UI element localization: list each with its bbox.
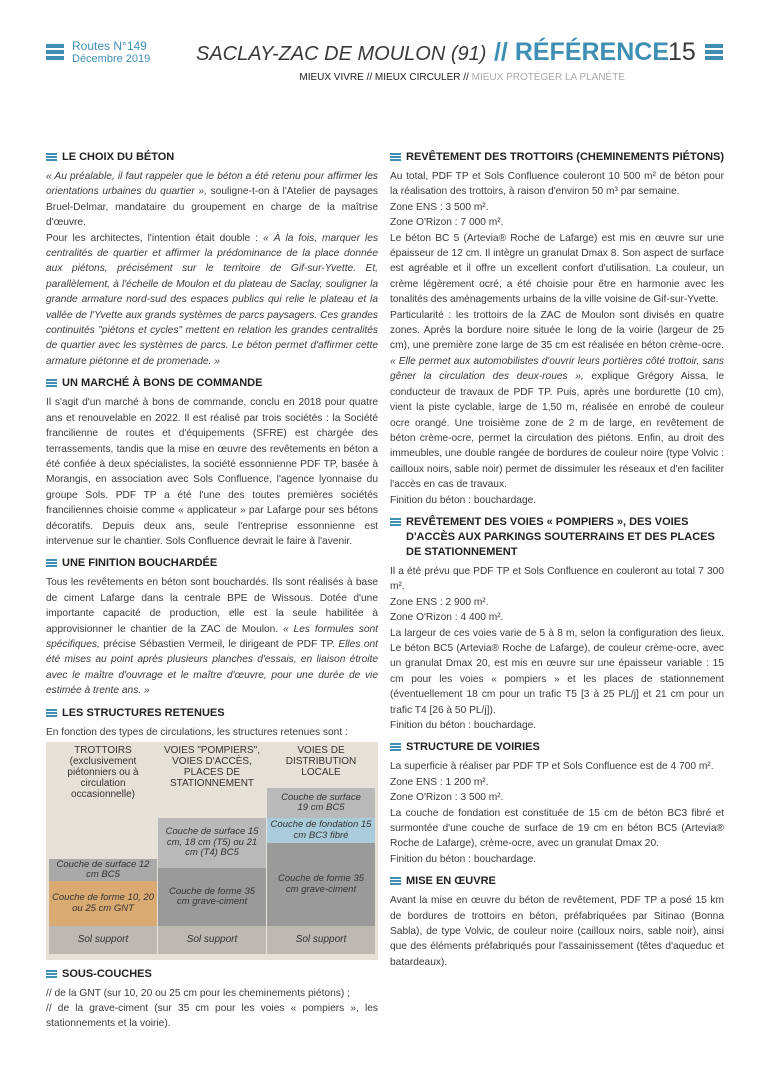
paragraph: Zone ENS : 2 900 m². xyxy=(390,596,489,608)
stripes-icon xyxy=(705,44,723,62)
section-heading: LES STRUCTURES RETENUES xyxy=(46,706,378,721)
paragraph: Pour les architectes, l'intention était double : « À la fois, marquer les centralités de quartier et affirmer la prédominance de la place donnée aux piétons, précisément sur le territoire de Gif-sur-Yvette. Et, parallèlement, à l'échelle de Moulon et du plateau de Saclay, souligner la grande armature nord-sud des espaces publics qui relie le plateau et la vallée de l'Yvette aux grands systèmes de parcs paysagers. Ces grandes continuités "piétons et cycles" mettent en relation les grandes centralités de quartier avec les systèmes de parcs. Le béton permet d'affirmer cette armature piétonne et de promenade. » xyxy=(46,232,378,367)
square-bullet-icon xyxy=(46,153,57,162)
section-heading: REVÊTEMENT DES TROTTOIRS (CHEMINEMENTS PIÉTONS) xyxy=(390,150,724,165)
paragraph: La couche de fondation est constituée de 15 cm de béton BC3 fibré et surmontée d'une couche de surface de 19 cm en béton BC5 (Artevia® Roche de Lafarge), crème-ocre, avec un granulat Dmax 20. xyxy=(390,807,724,850)
diagram-column-distribution xyxy=(267,742,375,945)
diagram-column-header: TROTTOIRS (exclusivement piétonniers ou à circulation occasionnelle) xyxy=(67,745,139,800)
layer-forme-grave: Couche de forme 35 cm grave-ciment xyxy=(267,843,375,926)
paragraph: Particularité : les trottoirs de la ZAC de Moulon sont divisés en quatre zones. Après la bordure noire située le long de la voirie (largeur de 25 cm), une première zone large de 35 cm est réalisée en béton crème-ocre. « Elle permet aux automobilistes d'ouvrir leurs portières côté trottoir, sans gêner la circulation des deux-roues », explique Grégory Aissa, le conducteur de travaux de PDF TP. Puis, après une bordurette (10 cm), vient la piste cyclable, large de 1,50 m, réalisée en enrobé de couleur ocre orangé. Une troisième zone de 2 m de large, en revêtement de béton crème-ocre, permet la circulation des piétons. Enfin, au droit des immeubles, une double rangée de bordures de couleur noire (type Volvic : cailloux noirs, sable noir) permet de dissimuler les réseaux et d'en faciliter l'accès en cas de travaux. xyxy=(390,309,725,491)
paragraph: Zone ENS : 1 200 m². xyxy=(390,776,489,788)
paragraph: Finition du béton : bouchardage. xyxy=(390,853,537,865)
paragraph: En fonction des types de circulations, les structures retenues sont : xyxy=(46,726,348,738)
square-bullet-icon xyxy=(46,709,57,718)
diagram-column-header: VOIES "POMPIERS", VOIES D'ACCÈS, PLACES DE STATIONNEMENT xyxy=(163,745,260,789)
paragraph: Le béton BC 5 (Artevia® Roche de Lafarge) est mis en œuvre sur une épaisseur de 12 cm. Il intègre un granulat Dmax 8. Son aspect de surface est agréable et il offre un excellent confort d'utilisation. La couleur, un crème légèrement ocré, a été choisie pour être en harmonie avec les tonalités des aménagements urbains de la ville voisine de Gif-sur-Yvette. xyxy=(390,232,724,306)
left-column xyxy=(46,150,378,1031)
section-heading: UNE FINITION BOUCHARDÉE xyxy=(46,556,378,571)
square-bullet-icon xyxy=(390,877,401,886)
stripes-icon xyxy=(46,44,64,62)
diagram-column-pompiers xyxy=(158,742,266,945)
magazine-info xyxy=(72,40,150,66)
section-title: // RÉFÉRENCE xyxy=(493,38,670,66)
location-title: SACLAY-ZAC DE MOULON (91) xyxy=(196,43,487,65)
layer-sol-support: Sol support xyxy=(158,926,266,954)
subline xyxy=(299,72,625,83)
paragraph: Il a été prévu que PDF TP et Sols Confluence en couleront au total 7 300 m². xyxy=(390,565,724,593)
paragraph: Zone O'Rizon : 4 400 m². xyxy=(390,612,504,624)
right-column xyxy=(390,150,724,970)
list-item: // de la GNT (sur 10, 20 ou 25 cm pour les cheminements piétons) ; xyxy=(46,988,350,999)
square-bullet-icon xyxy=(46,559,57,568)
section-heading: STRUCTURE DE VOIRIES xyxy=(390,740,724,755)
layer-forme-grave: Couche de forme 35 cm grave-ciment xyxy=(158,868,266,926)
section-heading: REVÊTEMENT DES VOIES « POMPIERS », DES VOIES D'ACCÈS AUX PARKINGS SOUTERRAINS ET DES PLACES DE STATIONNEMENT xyxy=(390,515,724,560)
layer-sol-support: Sol support xyxy=(267,926,375,954)
paragraph: Finition du béton : bouchardage. xyxy=(390,494,537,506)
paragraph: Au total, PDF TP et Sols Confluence couleront 10 500 m² de béton pour la réalisation des trottoirs, à raison d'environ 50 m³ par semaine. xyxy=(390,171,724,198)
paragraph: La largeur de ces voies varie de 5 à 8 m, selon la configuration des lieux. Le béton BC5 (Artevia® Roche de Lafarge), de couleur crème-ocre, avec un granulat Dmax 20, est mis en œuvre sur une épaisseur variable : 15 cm pour les voies « pompiers » et les places de stationnement (éventuellement 18 cm pour un trafic T5 [3 à 25 PL/j] et 21 cm pour un trafic T4 [26 à 50 PL/j]). xyxy=(390,627,724,716)
section-heading: UN MARCHÉ À BONS DE COMMANDE xyxy=(46,376,378,391)
page-header xyxy=(0,0,769,100)
diagram-column-trottoirs xyxy=(49,742,157,945)
paragraph: Zone O'Rizon : 7 000 m². xyxy=(390,217,504,229)
layer-forme-gnt: Couche de forme 10, 20 ou 25 cm GNT xyxy=(49,881,157,926)
square-bullet-icon xyxy=(46,970,57,979)
section-heading: LE CHOIX DU BÉTON xyxy=(46,150,378,165)
paragraph: La superficie à réaliser par PDF TP et Sols Confluence est de 4 700 m². xyxy=(390,761,714,773)
square-bullet-icon xyxy=(390,153,401,162)
layer-surface: Couche de surface 12 cm BC5 xyxy=(49,859,157,881)
layer-surface: Couche de surface 19 cm BC5 xyxy=(267,788,375,818)
paragraph: « Au préalable, il faut rappeler que le béton a été retenu pour affirmer les orientations urbaines du quartier », souligne-t-on à l'Atelier de paysages Bruel-Delmar, mandataire du groupement en charge de la maîtrise d'œuvre. xyxy=(46,171,378,229)
issue-date: Décembre 2019 xyxy=(72,53,151,65)
paragraph: Zone O'Rizon : 3 500 m². xyxy=(390,792,504,804)
layer-fondation: Couche de fondation 15 cm BC3 fibré xyxy=(267,818,375,843)
square-bullet-icon xyxy=(390,518,401,527)
layer-sol-support: Sol support xyxy=(49,926,157,954)
paragraph: Avant la mise en œuvre du béton de revêtement, PDF TP a posé 15 km de bordures de trottoirs en béton, préfabriquées par Sitinao (Bonna Sabla), de type Volvic, de couleur noire (cailloux noirs, sable noir), ainsi que des éléments préfabriqués pour l'assainissement (têtes d'aqueduc et batardeaux). xyxy=(390,895,724,968)
subline-light: MIEUX PROTÉGER LA PLANÈTE xyxy=(471,72,625,83)
diagram-column-header: VOIES DE DISTRIBUTION LOCALE xyxy=(285,745,357,778)
page-title xyxy=(196,38,669,67)
section-heading: SOUS-COUCHES xyxy=(46,967,378,982)
magazine-name: Routes N°149 xyxy=(72,39,147,53)
square-bullet-icon xyxy=(46,379,57,388)
section-heading: MISE EN ŒUVRE xyxy=(390,874,724,889)
paragraph: Il s'agit d'un marché à bons de commande, conclu en 2018 pour quatre ans et renouvelable en 2022. Il est réalisé par trois sociétés : la Société francilienne de routes et d'équipements (SFRE) est chargée des terrassements, tandis que la mise en œuvre des revêtements en béton a été confiée à deux spécialistes, la société essonnienne PDF TP, basée à Morangis, en association avec Sols Confluence, l'agence lyonnaise du groupe Sols. PDF TP a été l'une des toutes premières sociétés franciliennes choisie comme « applicateur » par Lafarge pour ses bétons décoratifs. Depuis deux ans, seule l'entreprise essonnienne est intervenue sur le chantier. Sols Confluence devrait le faire à l'avenir. xyxy=(46,397,378,547)
paragraph: Finition du béton : bouchardage. xyxy=(390,720,537,731)
subline-bold: MIEUX VIVRE // MIEUX CIRCULER // xyxy=(299,72,469,83)
layer-surface: Couche de surface 15 cm, 18 cm (T5) ou 21 cm (T4) BC5 xyxy=(158,818,266,868)
structures-diagram xyxy=(46,742,378,960)
paragraph: Tous les revêtements en béton sont bouchardés. Ils sont réalisés à base de ciment Lafarge dans la centrale BPE de Wissous. Dotée d'une importante capacité de production, elle est la seule habilitée à approvisionner le chantier de la ZAC de Moulon. « Les formules sont spécifiques, précise Sébastien Vermeil, le dirigeant de PDF TP. Elles ont été mises au point après plusieurs planches d'essais, en liaison étroite avec le maître d'ouvrage et le maître d'œuvre, pour une durée de vie estimée à trente ans. » xyxy=(46,577,378,697)
paragraph: Zone ENS : 3 500 m². xyxy=(390,201,489,213)
list-item: // de la grave-ciment (sur 35 cm pour les voies « pompiers », les stationnements et la voirie). xyxy=(46,1003,378,1029)
square-bullet-icon xyxy=(390,743,401,752)
page-number: 15 xyxy=(668,38,696,66)
